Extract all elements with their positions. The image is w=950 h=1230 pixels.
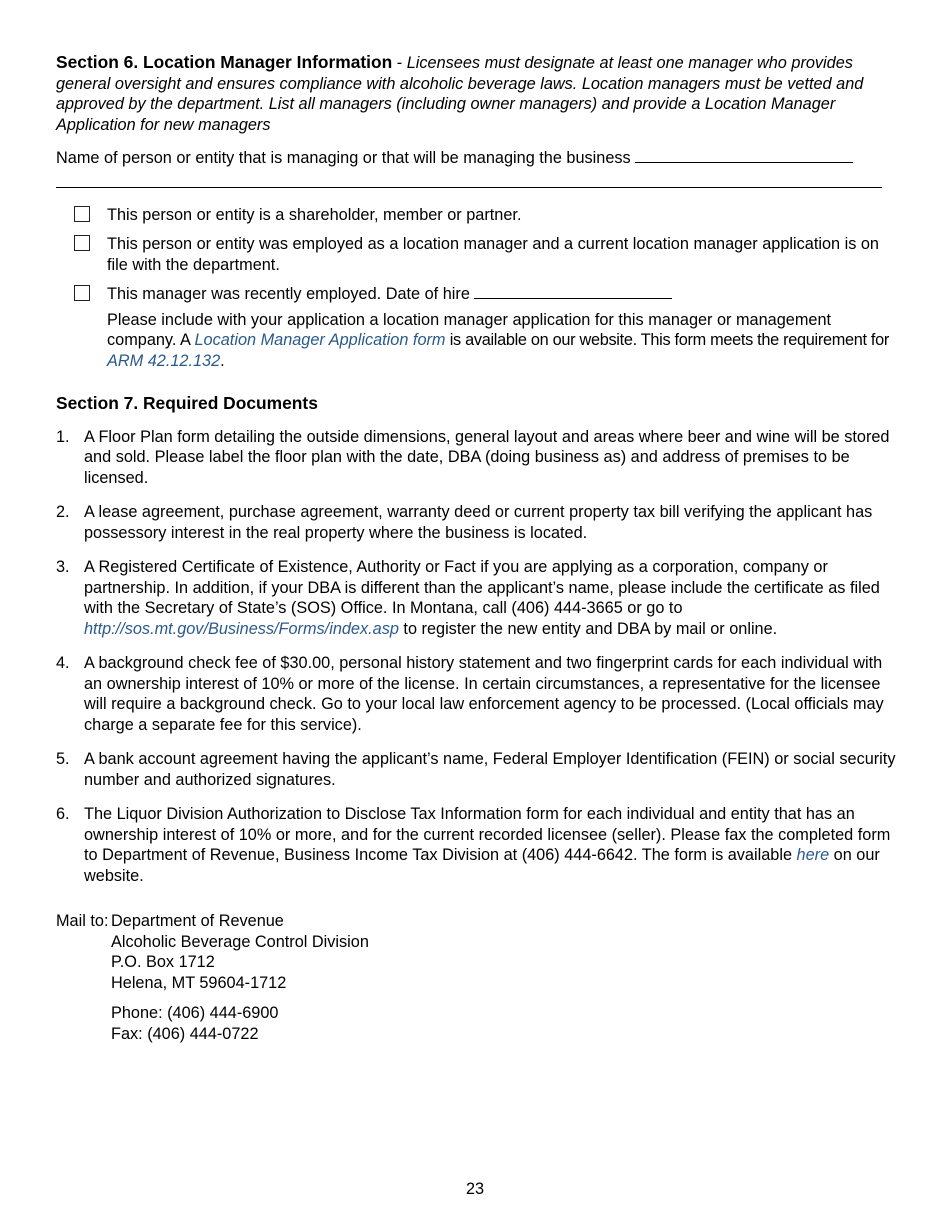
manager-name-field[interactable] (635, 148, 853, 163)
mail-to-label: Mail to: (56, 912, 109, 930)
list-text: on our website. (84, 846, 880, 885)
section-6-dash: - (392, 54, 407, 72)
list-number: 3. (56, 558, 70, 576)
checkbox-row-shareholder (74, 205, 896, 226)
shareholder-checkbox[interactable] (74, 206, 90, 222)
manager-name-row (56, 148, 896, 169)
disclose-form-here-link[interactable]: here (796, 846, 830, 864)
address-line: P.O. Box 1712 (111, 953, 215, 971)
list-number: 6. (56, 805, 70, 823)
manager-checkbox-list (56, 205, 896, 372)
section-6-header (56, 52, 896, 135)
list-text: A lease agreement, purchase agreement, warranty deed or current property tax bill verifying the applicant has possessory interest in the real property where the business is located. (84, 503, 873, 542)
mailing-address (111, 911, 896, 1044)
list-number: 4. (56, 654, 70, 672)
list-text: The Liquor Division Authorization to Disclose Tax Information form for each individual and entity that has an ownership interest of 10% or more, and for the current recorded licensee (seller). Please fax the completed form to Department of Revenue, Business Income Tax Division at (406) 444-6642. The form is available (84, 805, 891, 864)
address-line: Department of Revenue (111, 912, 284, 930)
note-text: is available on our website. This form meets the requirement for (445, 331, 890, 349)
section-6-intro: Licensees must designate at least one manager who provides general oversight and ensures compliance with alcoholic beverage laws. Location managers must be vetted and approved by the department. List all managers (including owner managers) and provide a Location Manager Application for new managers (56, 54, 864, 134)
section-7-title: Section 7. Required Documents (56, 393, 318, 413)
note-text: Please include with your application a location manager application for this manager or management company. A (107, 310, 832, 349)
manager-name-field-continued[interactable] (56, 186, 882, 188)
sos-website-link[interactable]: http://sos.mt.gov/Business/Forms/index.asp (84, 619, 399, 638)
list-item (56, 427, 896, 489)
address-line: Alcoholic Beverage Control Division (111, 932, 369, 951)
section-6-title: Section 6. Location Manager Information (56, 52, 393, 72)
arm-link[interactable]: ARM 42.12.132 (107, 351, 221, 370)
checkbox-label: This person or entity is a shareholder, member or partner. (107, 205, 522, 224)
list-text: to register the new entity and DBA by mail or online. (398, 619, 778, 638)
required-documents-list (56, 427, 896, 887)
page-number: 23 (465, 1180, 485, 1198)
list-item (56, 653, 896, 735)
mailing-address-block (56, 911, 896, 1044)
employed-manager-checkbox[interactable] (74, 235, 90, 251)
list-item (56, 502, 896, 543)
list-text: A Floor Plan form detailing the outside dimensions, general layout and areas where beer and wine will be stored and sold. Please label the floor plan with the date, DBA (doing business as) and address of premises to be licensed. (84, 427, 890, 487)
list-text: A bank account agreement having the applicant’s name, Federal Employer Identification (FEIN) or social security number and authorized signatures. (84, 750, 896, 789)
manager-application-note (74, 310, 896, 372)
checkbox-row-employed-manager (74, 234, 896, 275)
address-line: Helena, MT 59604-1712 (111, 973, 287, 992)
fax-number: Fax: (406) 444-0722 (111, 1024, 259, 1043)
checkbox-label: This manager was recently employed. Date of hire (107, 285, 470, 303)
list-number: 2. (56, 503, 70, 521)
document-page (56, 52, 896, 1044)
manager-name-prompt: Name of person or entity that is managing or that will be managing the business (56, 149, 631, 167)
list-text: A background check fee of $30.00, personal history statement and two fingerprint cards for each individual with an ownership interest of 10% or more of the license. In certain circumstances, a representative for the licensee will require a background check. Go to your local law enforcement agency to be processed. (Local officials may charge a separate fee for this service). (84, 654, 884, 734)
list-item (56, 557, 896, 639)
location-manager-application-link[interactable]: Location Manager Application form (194, 331, 446, 349)
list-number: 1. (56, 427, 70, 446)
recently-employed-checkbox[interactable] (74, 285, 90, 301)
list-number: 5. (56, 750, 70, 768)
note-text: . (220, 351, 225, 370)
list-item (56, 749, 896, 790)
checkbox-label: This person or entity was employed as a location manager and a current location manager application is on file with the department. (107, 235, 879, 274)
list-item (56, 804, 896, 886)
list-text: A Registered Certificate of Existence, Authority or Fact if you are applying as a corporation, company or partnership. In addition, if your DBA is different than the applicant’s name, please include the certificate as filed with the Secretary of State’s (SOS) Office. In Montana, call (406) 444-3665 or go to (84, 558, 880, 617)
date-of-hire-field[interactable] (474, 284, 672, 299)
checkbox-row-recently-employed (74, 284, 896, 305)
phone-number: Phone: (406) 444-6900 (111, 1004, 279, 1022)
